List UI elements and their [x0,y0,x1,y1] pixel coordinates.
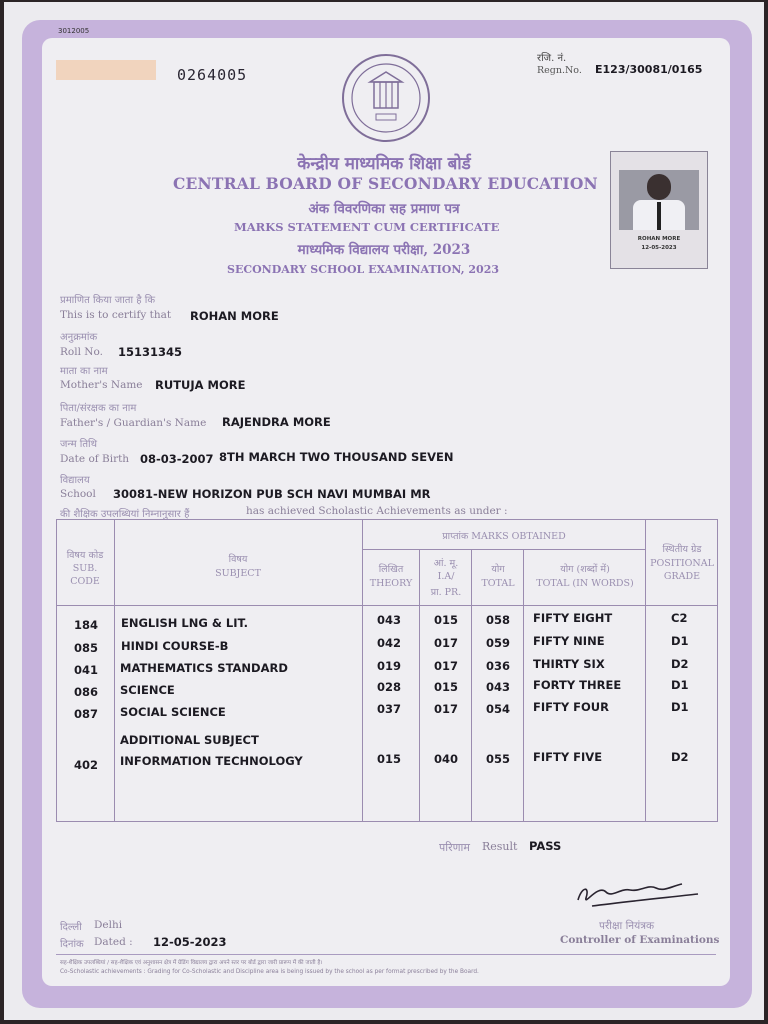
cbse-logo-icon [338,52,434,144]
achieved-label: has achieved Scholastic Achievements as under : [246,505,508,517]
dob-hindi: जन्म तिथि [60,439,98,450]
father-hindi: पिता/संरक्षक का नाम [60,403,137,414]
roll-label: Roll No. [60,346,103,358]
footer-note-hindi: सह-शैक्षिक उपलब्धियां / सह-शैक्षिक एवं अनुशासन क्षेत्र में ग्रेडिंग विद्यालय द्वारा अपने स्तर पर बोर्ड द्वारा जारी प्रारूप में की जाती है। [60,960,323,966]
result-hindi: परिणाम [439,841,470,854]
regn-number: E123/30081/0165 [595,63,703,76]
school-label: School [60,488,96,500]
row-code: 402 [74,758,99,772]
row-grade: D2 [671,750,689,764]
col-subject-hindi: विषय [228,554,248,565]
mother-hindi: माता का नाम [60,366,108,377]
student-photo [610,151,708,269]
marks-obtained-label: MARKS OBTAINED [471,531,566,542]
row-code: 087 [74,707,99,721]
dob-words: 8TH MARCH TWO THOUSAND SEVEN [219,450,454,464]
row-words: FIFTY FOUR [533,700,609,714]
col-words: TOTAL (IN WORDS) [536,578,634,589]
col-grade-hindi: स्थितीय ग्रेड [662,544,702,555]
result-label: Result [482,840,518,853]
dob-label: Date of Birth [60,453,130,465]
col-code-hindi: विषय कोड [66,550,104,561]
col-total-hindi: योग [491,564,505,575]
controller-hindi: परीक्षा नियंत्रक [599,920,655,932]
col-theory: THEORY [369,578,413,589]
row-total: 059 [486,636,511,650]
row-code: 041 [74,663,99,677]
regn-hindi-label: रजि. नं. [537,53,567,64]
footer-divider [56,954,716,955]
col-theory-hindi: लिखित [378,564,404,575]
col-words-hindi: योग (शब्दों में) [560,564,610,575]
col-ia-hindi: आं. मू. [433,558,459,569]
school-hindi: विद्यालय [60,475,90,486]
col-ia: I.A/ [437,571,455,582]
row-total: 036 [486,659,511,673]
marks-obtained-hindi: प्राप्तांक [442,531,469,542]
row-ia: 017 [434,636,459,650]
row-theory: 028 [377,680,402,694]
row-words: FORTY THREE [533,678,622,692]
row-total: 058 [486,613,511,627]
father-name: RAJENDRA MORE [222,415,331,429]
row-ia: 015 [434,680,459,694]
dated-label: Dated : [94,936,133,948]
photo-caption-date: 12-05-2023 [641,245,677,251]
place-label: Delhi [94,919,123,931]
issue-date: 12-05-2023 [153,935,227,949]
col-total: TOTAL [481,578,515,589]
certificate-number: 0264005 [177,66,248,84]
row-total: 055 [486,752,511,766]
col-grade: POSITIONAL GRADE [650,558,714,582]
orange-stamp [56,60,156,80]
cert-type-hindi: अंक विवरणिका सह प्रमाण पत्र [308,201,460,217]
row-ia: 040 [434,752,459,766]
row-code: 086 [74,685,99,699]
row-grade: D1 [671,700,689,714]
achieved-hindi: की शैक्षिक उपलब्धियां निम्नानुसार हैं [60,509,190,520]
row-theory: 042 [377,636,402,650]
row-ia: 015 [434,613,459,627]
row-words: FIFTY FIVE [533,750,603,764]
footer-note-english: Co-Scholastic achievements : Grading for Co-Scholastic and Discipline area is being issued by the school as per format prescribed by the Board. [60,969,479,975]
col-ia-practical: प्रा. PR. [430,587,462,598]
row-ia: 017 [434,702,459,716]
roll-hindi: अनुक्रमांक [60,332,98,343]
row-ia: 017 [434,659,459,673]
row-subject: ENGLISH LNG & LIT. [121,616,248,630]
board-name-english: CENTRAL BOARD OF SECONDARY EDUCATION [173,174,598,193]
result-value: PASS [529,839,562,853]
col-subject: SUBJECT [215,568,261,579]
student-name: ROHAN MORE [190,309,279,323]
school-name: 30081-NEW HORIZON PUB SCH NAVI MUMBAI MR [113,487,431,501]
mother-label: Mother's Name [60,379,143,391]
father-label: Father's / Guardian's Name [60,417,207,429]
row-subject: SOCIAL SCIENCE [120,705,226,719]
row-total: 043 [486,680,511,694]
row-theory: 019 [377,659,402,673]
row-subject: SCIENCE [120,683,175,697]
certify-label: This is to certify that [60,309,172,321]
row-theory: 043 [377,613,402,627]
row-code: 184 [74,618,99,632]
row-grade: D2 [671,657,689,671]
controller-label: Controller of Examinations [560,934,720,946]
row-grade: D1 [671,634,689,648]
serial-top: 3012005 [58,27,90,35]
cert-type-english: MARKS STATEMENT CUM CERTIFICATE [234,220,500,234]
regn-label: Regn.No. [537,65,582,76]
board-name-hindi: केन्द्रीय माध्यमिक शिक्षा बोर्ड [297,154,471,174]
controller-signature-icon [572,876,702,916]
row-theory: 037 [377,702,402,716]
photo-caption-name: ROHAN MORE [637,236,681,242]
dob-value: 08-03-2007 [140,452,214,466]
certify-hindi: प्रमाणित किया जाता है कि [60,295,156,306]
dated-hindi: दिनांक [60,939,84,950]
row-subject: HINDI COURSE-B [121,639,229,653]
row-words: FIFTY EIGHT [533,611,613,625]
row-total: 054 [486,702,511,716]
row-grade: C2 [671,611,688,625]
row-subject: INFORMATION TECHNOLOGY [120,754,303,768]
row-grade: D1 [671,678,689,692]
roll-number: 15131345 [118,345,183,359]
additional-subject-label: ADDITIONAL SUBJECT [120,733,259,747]
row-code: 085 [74,641,99,655]
row-subject: MATHEMATICS STANDARD [120,661,288,675]
marks-obtained-header [362,529,646,542]
exam-english: SECONDARY SCHOOL EXAMINATION, 2023 [227,263,500,276]
place-hindi: दिल्ली [60,922,82,933]
exam-hindi: माध्यमिक विद्यालय परीक्षा, 2023 [297,242,471,258]
row-words: FIFTY NINE [533,634,605,648]
row-theory: 015 [377,752,402,766]
mother-name: RUTUJA MORE [155,378,246,392]
row-words: THIRTY SIX [533,657,605,671]
col-code: SUB. CODE [70,563,100,587]
